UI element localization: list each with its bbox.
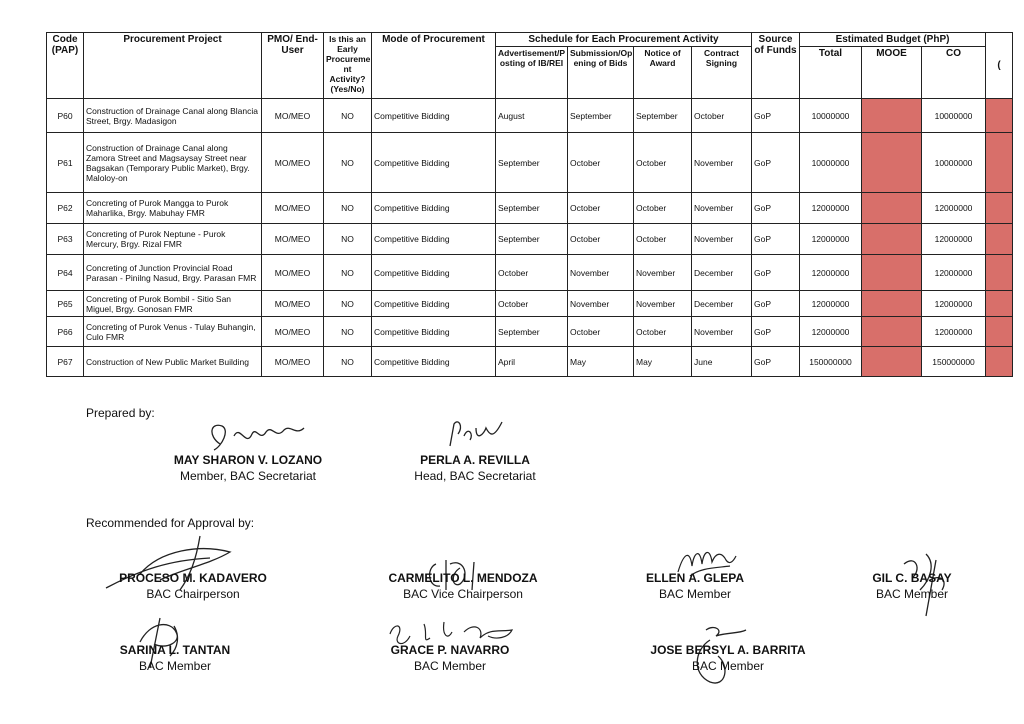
mooe-cell: [862, 99, 922, 133]
code-cell: P65: [47, 291, 84, 317]
pmo-cell: MO/MEO: [262, 224, 324, 255]
cut-off-cell: [986, 317, 1013, 347]
submission-cell: October: [568, 193, 634, 224]
code-cell: P62: [47, 193, 84, 224]
mooe-cell: [862, 224, 922, 255]
early-procurement-cell: NO: [324, 133, 372, 193]
total-cell: 10000000: [800, 99, 862, 133]
code-cell: P61: [47, 133, 84, 193]
source-of-funds-cell: GoP: [752, 99, 800, 133]
header-advertisement: Advertisement/P osting of IB/REI: [496, 47, 568, 99]
pmo-cell: MO/MEO: [262, 317, 324, 347]
table-row: [47, 224, 1013, 255]
glepa-name: ELLEN A. GLEPA: [645, 571, 744, 585]
contract-signing-cell: November: [692, 133, 752, 193]
source-of-funds-cell: GoP: [752, 255, 800, 291]
table-row: [47, 291, 1013, 317]
code-cell: P60: [47, 99, 84, 133]
table-row: [47, 347, 1013, 377]
project-cell: Concreting of Junction Provincial Road Parasan - Pinilng Nasud, Brgy. Parasan FMR: [84, 255, 262, 291]
mode-cell: Competitive Bidding: [372, 255, 496, 291]
total-cell: 12000000: [800, 317, 862, 347]
mendoza-name: CARMELITO L. MENDOZA: [388, 571, 538, 585]
early-procurement-cell: NO: [324, 347, 372, 377]
co-cell: 12000000: [922, 193, 986, 224]
early-procurement-cell: NO: [324, 193, 372, 224]
contract-signing-cell: October: [692, 99, 752, 133]
contract-signing-cell: June: [692, 347, 752, 377]
header-notice-of-award: Notice of Award: [634, 47, 692, 99]
advertisement-cell: October: [496, 291, 568, 317]
pmo-cell: MO/MEO: [262, 133, 324, 193]
co-cell: 12000000: [922, 224, 986, 255]
revilla-title: Head, BAC Secretariat: [414, 469, 536, 483]
total-cell: 12000000: [800, 291, 862, 317]
kadavero-title: BAC Chairperson: [146, 587, 240, 601]
pmo-cell: MO/MEO: [262, 255, 324, 291]
prepared-by-label: Prepared by:: [86, 406, 155, 420]
early-procurement-cell: NO: [324, 99, 372, 133]
barrita-title: BAC Member: [691, 659, 765, 673]
recommended-by-label: Recommended for Approval by:: [86, 516, 255, 530]
notice-of-award-cell: October: [634, 133, 692, 193]
code-cell: P66: [47, 317, 84, 347]
mode-cell: Competitive Bidding: [372, 99, 496, 133]
contract-signing-cell: November: [692, 193, 752, 224]
advertisement-cell: September: [496, 193, 568, 224]
co-cell: 12000000: [922, 317, 986, 347]
mooe-cell: [862, 291, 922, 317]
table-row: [47, 193, 1013, 224]
pmo-cell: MO/MEO: [262, 291, 324, 317]
advertisement-cell: September: [496, 133, 568, 193]
submission-cell: May: [568, 347, 634, 377]
source-of-funds-cell: GoP: [752, 291, 800, 317]
submission-cell: October: [568, 317, 634, 347]
code-cell: P64: [47, 255, 84, 291]
header-co: CO: [922, 47, 986, 99]
header-estimated-budget: Estimated Budget (PhP): [800, 33, 986, 47]
project-cell: Concreting of Purok Mangga to Purok Maharlika, Brgy. Mabuhay FMR: [84, 193, 262, 224]
header-submission: Submission/Op ening of Bids: [568, 47, 634, 99]
project-cell: Concreting of Purok Venus - Tulay Buhangin, Culo FMR: [84, 317, 262, 347]
advertisement-cell: September: [496, 224, 568, 255]
navarro-title: BAC Member: [413, 659, 487, 673]
pmo-cell: MO/MEO: [262, 99, 324, 133]
table-row: [47, 133, 1013, 193]
pmo-cell: MO/MEO: [262, 193, 324, 224]
contract-signing-cell: December: [692, 291, 752, 317]
source-of-funds-cell: GoP: [752, 317, 800, 347]
mooe-cell: [862, 193, 922, 224]
header-early-procurement: Is this an Early Procureme nt Activity? (Yes/No): [324, 33, 372, 99]
co-cell: 12000000: [922, 291, 986, 317]
notice-of-award-cell: November: [634, 291, 692, 317]
project-cell: Concreting of Purok Neptune - Purok Mercury, Brgy. Rizal FMR: [84, 224, 262, 255]
header-contract-signing: Contract Signing: [692, 47, 752, 99]
lozano-signature-image: [200, 414, 310, 458]
advertisement-cell: August: [496, 99, 568, 133]
mooe-cell: [862, 255, 922, 291]
source-of-funds-cell: GoP: [752, 224, 800, 255]
tantan-title: BAC Member: [138, 659, 212, 673]
contract-signing-cell: November: [692, 224, 752, 255]
co-cell: 10000000: [922, 133, 986, 193]
source-of-funds-cell: GoP: [752, 133, 800, 193]
notice-of-award-cell: October: [634, 193, 692, 224]
early-procurement-cell: NO: [324, 317, 372, 347]
early-procurement-cell: NO: [324, 291, 372, 317]
total-cell: 12000000: [800, 224, 862, 255]
basay-name: GIL C. BASAY: [872, 571, 952, 585]
cut-off-cell: [986, 99, 1013, 133]
project-cell: Construction of New Public Market Building: [84, 347, 262, 377]
table-row: [47, 99, 1013, 133]
mooe-cell: [862, 317, 922, 347]
mode-cell: Competitive Bidding: [372, 193, 496, 224]
header-schedule: Schedule for Each Procurement Activity: [496, 33, 752, 47]
total-cell: 150000000: [800, 347, 862, 377]
cut-off-cell: [986, 133, 1013, 193]
cut-off-cell: [986, 193, 1013, 224]
contract-signing-cell: December: [692, 255, 752, 291]
header-source-of-funds: Source of Funds: [752, 33, 800, 99]
submission-cell: November: [568, 255, 634, 291]
header-cut-off-column: (: [986, 33, 1013, 99]
lozano-name: MAY SHARON V. LOZANO: [173, 453, 323, 467]
header-pmo: PMO/ End-User: [262, 33, 324, 99]
notice-of-award-cell: October: [634, 317, 692, 347]
cut-off-cell: [986, 255, 1013, 291]
kadavero-name: PROCESO M. KADAVERO: [119, 571, 267, 585]
glepa-title: BAC Member: [658, 587, 732, 601]
revilla-name: PERLA A. REVILLA: [420, 453, 530, 467]
basay-signature-image: [896, 550, 956, 620]
basay-title: BAC Member: [875, 587, 949, 601]
notice-of-award-cell: September: [634, 99, 692, 133]
project-cell: Concreting of Purok Bombil - Sitio San Miguel, Brgy. Gonosan FMR: [84, 291, 262, 317]
submission-cell: October: [568, 224, 634, 255]
project-cell: Construction of Drainage Canal along Zamora Street and Magsaysay Street near Bagsakan (Temporary Public Market), Brgy. Maloloy-on: [84, 133, 262, 193]
contract-signing-cell: November: [692, 317, 752, 347]
mendoza-title: BAC Vice Chairperson: [403, 587, 523, 601]
co-cell: 150000000: [922, 347, 986, 377]
advertisement-cell: September: [496, 317, 568, 347]
total-cell: 12000000: [800, 255, 862, 291]
table-row: [47, 255, 1013, 291]
code-cell: P67: [47, 347, 84, 377]
advertisement-cell: October: [496, 255, 568, 291]
total-cell: 12000000: [800, 193, 862, 224]
early-procurement-cell: NO: [324, 224, 372, 255]
lozano-title: Member, BAC Secretariat: [179, 469, 317, 483]
pmo-cell: MO/MEO: [262, 347, 324, 377]
mode-cell: Competitive Bidding: [372, 133, 496, 193]
mooe-cell: [862, 347, 922, 377]
submission-cell: September: [568, 99, 634, 133]
total-cell: 10000000: [800, 133, 862, 193]
submission-cell: October: [568, 133, 634, 193]
source-of-funds-cell: GoP: [752, 193, 800, 224]
co-cell: 12000000: [922, 255, 986, 291]
table-row: [47, 317, 1013, 347]
co-cell: 10000000: [922, 99, 986, 133]
source-of-funds-cell: GoP: [752, 347, 800, 377]
tantan-name: SARINA L. TANTAN: [119, 643, 231, 657]
code-cell: P63: [47, 224, 84, 255]
procurement-table: [46, 32, 1013, 377]
mooe-cell: [862, 133, 922, 193]
mode-cell: Competitive Bidding: [372, 224, 496, 255]
notice-of-award-cell: May: [634, 347, 692, 377]
mode-cell: Competitive Bidding: [372, 347, 496, 377]
header-mode: Mode of Procurement: [372, 33, 496, 99]
early-procurement-cell: NO: [324, 255, 372, 291]
mode-cell: Competitive Bidding: [372, 317, 496, 347]
barrita-name: JOSE BERSYL A. BARRITA: [650, 643, 806, 657]
header-mooe: MOOE: [862, 47, 922, 99]
notice-of-award-cell: November: [634, 255, 692, 291]
header-total: Total: [800, 47, 862, 99]
revilla-signature-image: [440, 416, 510, 452]
submission-cell: November: [568, 291, 634, 317]
mode-cell: Competitive Bidding: [372, 291, 496, 317]
notice-of-award-cell: October: [634, 224, 692, 255]
cut-off-cell: [986, 347, 1013, 377]
navarro-name: GRACE P. NAVARRO: [390, 643, 510, 657]
cut-off-cell: [986, 291, 1013, 317]
project-cell: Construction of Drainage Canal along Blancia Street, Brgy. Madasigon: [84, 99, 262, 133]
advertisement-cell: April: [496, 347, 568, 377]
header-project: Procurement Project: [84, 33, 262, 99]
cut-off-cell: [986, 224, 1013, 255]
header-code: Code (PAP): [47, 33, 84, 99]
